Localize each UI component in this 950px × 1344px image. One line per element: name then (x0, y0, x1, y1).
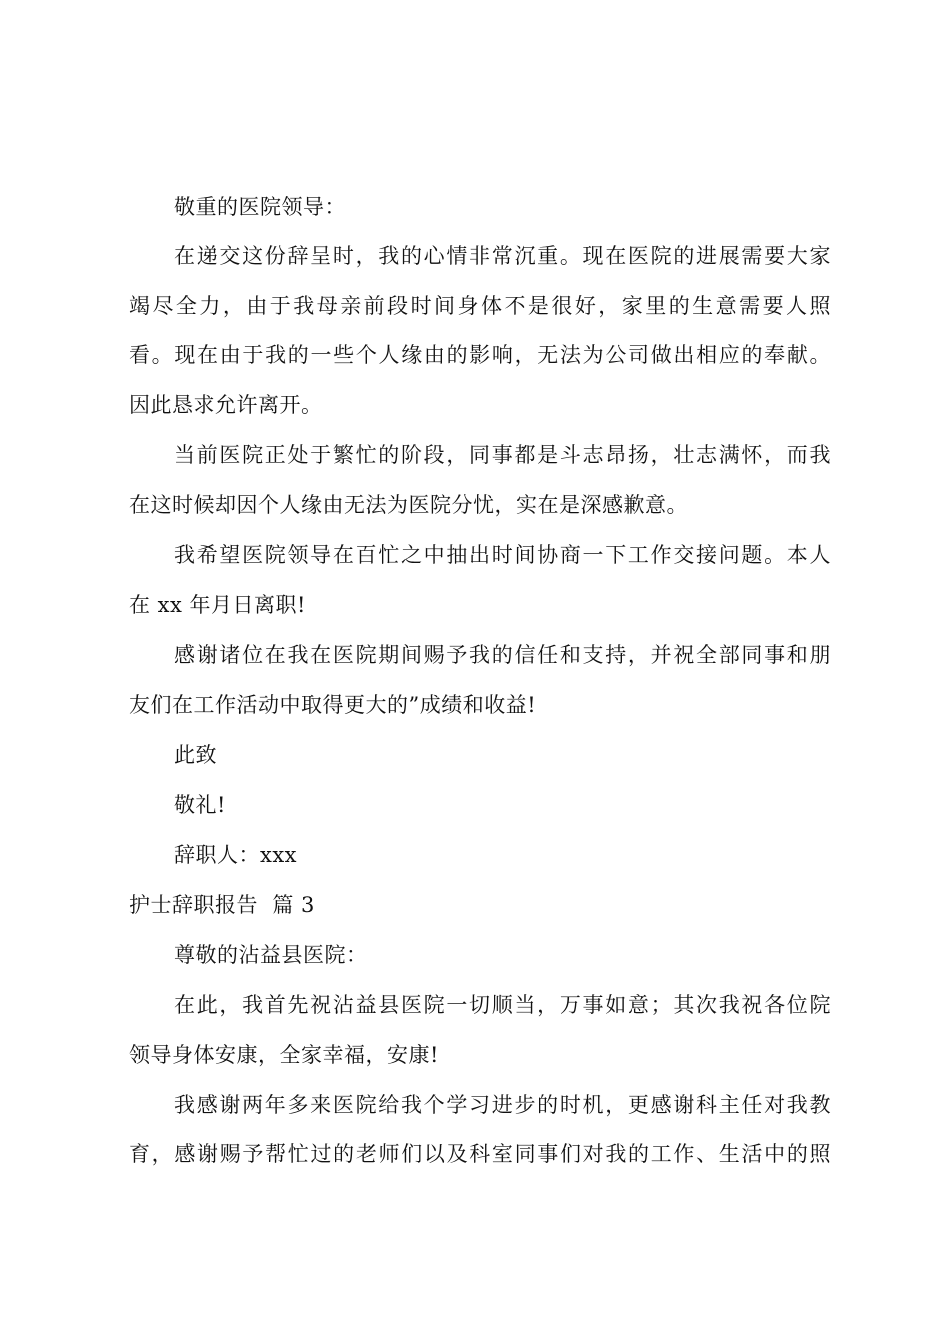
paragraph-line: 在 xx 年月日离职! (129, 593, 306, 617)
paragraph-line: 在递交这份辞呈时，我的心情非常沉重。现在医院的进展需要大家 (174, 244, 831, 268)
salutation: 敬重的医院领导： (174, 195, 346, 219)
signature: 辞职人：xxx (174, 843, 298, 867)
paragraph-line: 竭尽全力，由于我母亲前段时间身体不是很好，家里的生意需要人照 (129, 294, 831, 318)
paragraph-line: 我感谢两年多来医院给我个学习进步的时机，更感谢科主任对我教 (174, 1093, 831, 1117)
paragraph-line: 领导身体安康，全家幸福，安康! (129, 1043, 439, 1067)
closing-line: 此致 (174, 743, 217, 767)
paragraph-line: 在此，我首先祝沾益县医院一切顺当，万事如意；其次我祝各位院 (174, 993, 831, 1017)
paragraph-line: 看。现在由于我的一些个人缘由的影响，无法为公司做出相应的奉献。 (129, 343, 831, 367)
salutation: 尊敬的沾益县医院： (174, 943, 368, 967)
paragraph-line: 我希望医院领导在百忙之中抽出时间协商一下工作交接问题。本人 (174, 543, 831, 567)
paragraph-line: 感谢诸位在我在医院期间赐予我的信任和支持，并祝全部同事和朋 (174, 643, 831, 667)
paragraph-line: 友们在工作活动中取得更大的”成绩和收益! (129, 693, 537, 717)
section-title: 护士辞职报告 篇 3 (129, 893, 315, 917)
paragraph-line: 在这时候却因个人缘由无法为医院分忧，实在是深感歉意。 (129, 493, 688, 517)
closing-line: 敬礼! (174, 793, 226, 817)
paragraph-line: 育，感谢赐予帮忙过的老师们以及科室同事们对我的工作、生活中的照 (129, 1142, 831, 1166)
paragraph-line: 因此恳求允许离开。 (129, 393, 323, 417)
paragraph-line: 当前医院正处于繁忙的阶段，同事都是斗志昂扬，壮志满怀，而我 (174, 443, 831, 467)
